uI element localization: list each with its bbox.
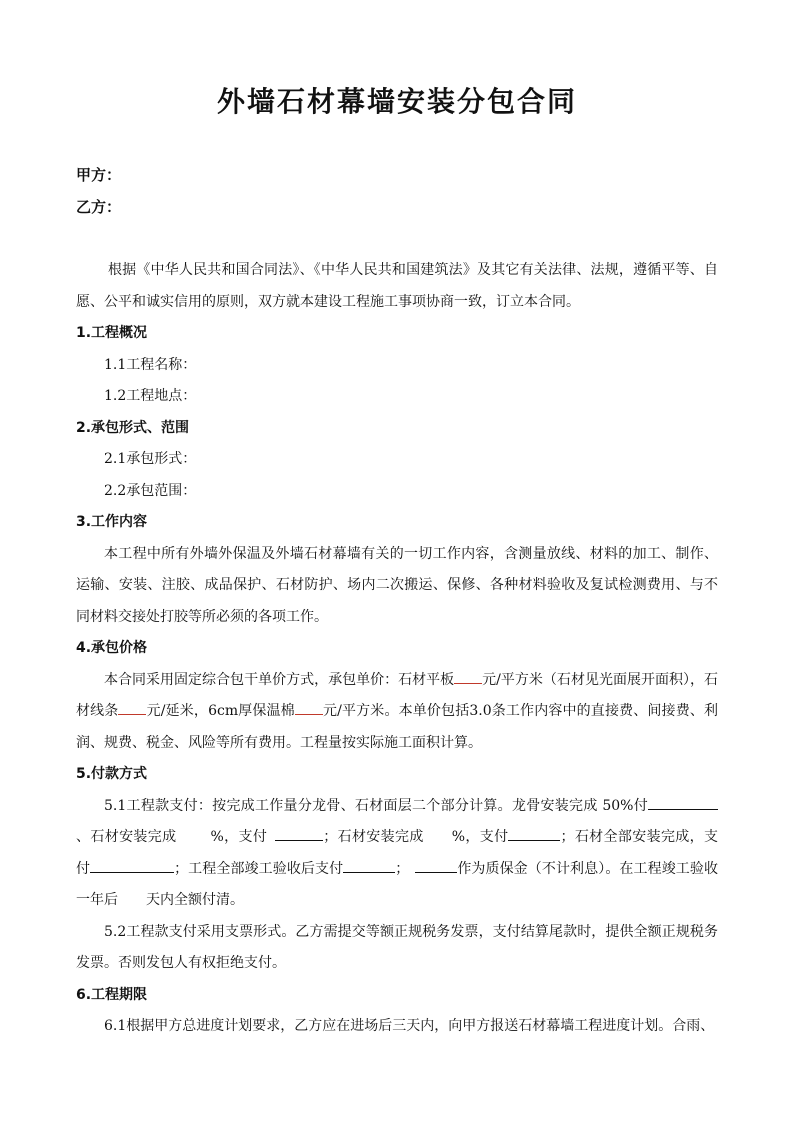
line-price-blank xyxy=(118,700,146,715)
price-text-2: 元/平方米（石材见光面展开面积），石材线条 xyxy=(76,671,719,719)
warranty-blank xyxy=(415,858,457,873)
price-text-3: 元/延米，6cm厚保温棉 xyxy=(146,703,295,719)
payment-text-i: 作为质保金（不计利息）。在工程竣工验收一年后 xyxy=(76,860,718,908)
section-1-heading: 1.工程概况 xyxy=(76,325,148,341)
work-content-paragraph: 本工程中所有外墙外保温及外墙石材幕墙有关的一切工作内容，含测量放线、材料的加工、制作、运输、安装、注胶、成品保护、石材防护、场内二次搬运、保修、各种材料验收及复试检测费用、与不同材料交接处打胶等所必须的各项工作。 xyxy=(76,545,718,625)
contract-body xyxy=(76,255,718,1043)
payment-text-b: 、石材安装完成 xyxy=(76,829,177,845)
price-paragraph xyxy=(76,665,718,760)
payment-paragraph-2: 5.2工程款支付采用支票形式。乙方需提交等额正规税务发票，支付结算尾款时，提供全额正规税务发票。否则发包人有权拒绝支付。 xyxy=(76,923,718,971)
contract-scope-line: 2.2承包范围： xyxy=(104,482,197,499)
keel-payment-blank xyxy=(648,795,718,810)
payment-text-d: ；石材安装完成 xyxy=(323,829,424,845)
section-6-heading: 6.工程期限 xyxy=(76,986,148,1003)
stone-payment-blank-2 xyxy=(508,826,560,841)
contract-form-line: 2.1承包形式： xyxy=(104,451,197,467)
payment-paragraph-1 xyxy=(76,791,718,917)
price-text-4: 元/平方米。本单价包括3.0条工作内容中的直接费、间接费、利润、规费、税金、风险等所有费用。工程量按实际施工面积计算。 xyxy=(76,703,719,751)
project-location-line: 1.2工程地点： xyxy=(104,388,197,404)
stone-payment-blank-1 xyxy=(275,826,323,841)
price-text-1: 本合同采用固定综合包干单价方式，承包单价：石材平板 xyxy=(104,671,455,688)
section-4-heading: 4.承包价格 xyxy=(76,640,148,656)
payment-text-f: ；石材全部安装完成，支付 xyxy=(76,829,719,877)
party-a-label: 甲方： xyxy=(76,166,122,184)
full-install-payment-blank xyxy=(90,858,174,873)
schedule-paragraph-1: 6.1根据甲方总进度计划要求，乙方应在进场后三天内，向甲方报送石材幕墙工程进度计划。合雨、 xyxy=(104,1018,715,1034)
payment-text-h: ； xyxy=(395,860,410,877)
payment-text-a: 5.1工程款支付：按完成工作量分龙骨、石材面层二个部分计算。龙骨安装完成 50%付 xyxy=(104,797,648,814)
slab-price-blank xyxy=(454,669,482,684)
section-2-heading: 2.承包形式、范围 xyxy=(76,419,190,436)
party-b-label: 乙方： xyxy=(76,198,122,216)
project-name-line: 1.1工程名称： xyxy=(104,356,197,373)
payment-text-c: %，支付 xyxy=(210,829,268,845)
acceptance-payment-blank xyxy=(343,858,395,873)
payment-text-e: %，支付 xyxy=(451,829,509,845)
section-3-heading: 3.工作内容 xyxy=(76,514,148,530)
payment-text-g: ；工程全部竣工验收后支付 xyxy=(174,860,344,877)
section-5-heading: 5.付款方式 xyxy=(76,766,148,782)
insulation-price-blank xyxy=(295,700,323,715)
intro-paragraph: 根据《中华人民共和国合同法》、《中华人民共和国建筑法》及其它有关法律、法规，遵循平等、自愿、公平和诚实信用的原则，双方就本建设工程施工事项协商一致，订立本合同。 xyxy=(76,262,718,310)
payment-text-j: 天内全额付清。 xyxy=(146,892,244,908)
document-title: 外墙石材幕墙安装分包合同 xyxy=(216,85,577,118)
